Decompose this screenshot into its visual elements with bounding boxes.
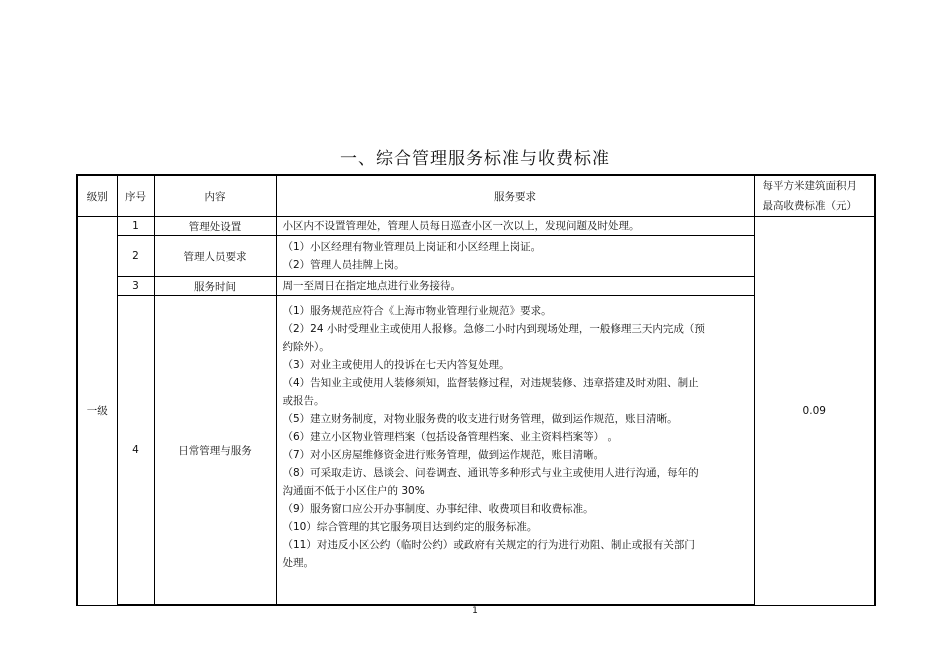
header-seq: 序号	[117, 175, 154, 217]
requirement-line: 沟通面不低于小区住户的 30%	[282, 485, 425, 497]
requirement-line: （4）告知业主或使用人装修须知，监督装修过程，对违规装修、违章搭建及时劝阻、制止	[282, 377, 699, 389]
row-seq: 4	[117, 296, 154, 606]
row-seq: 3	[117, 277, 154, 296]
row-requirements	[276, 236, 754, 277]
requirement-line: （6）建立小区物业管理档案（包括设备管理档案、业主资料档案等） 。	[282, 431, 619, 443]
row-seq: 2	[117, 236, 154, 277]
row-requirements	[276, 296, 754, 606]
requirement-line: （8）可采取走访、恳谈会、问卷调查、通讯等多种形式与业主或使用人进行沟通，每年的	[282, 467, 699, 479]
service-standard-table	[76, 174, 876, 606]
requirement-line: （11）对违反小区公约（临时公约）或政府有关规定的行为进行劝阻、制止或报有关部门	[282, 539, 695, 551]
page-number: 1	[472, 606, 478, 616]
header-fee-line1: 每平方米建筑面积月	[762, 180, 857, 192]
requirement-line: （10）综合管理的其它服务项目达到约定的服务标准。	[282, 521, 538, 533]
page-title: 一、综合管理服务标准与收费标准	[340, 149, 610, 169]
header-fee-line2: 最高收费标准（元）	[762, 200, 857, 212]
fee-cell: 0.09	[754, 217, 875, 606]
requirement-line: （2）管理人员挂牌上岗。	[282, 259, 405, 271]
row-requirements	[276, 217, 754, 236]
requirement-line: 周一至周日在指定地点进行业务接待。	[282, 280, 461, 292]
requirement-line: （7）对小区房屋维修资金进行账务管理，做到运作规范，账目清晰。	[282, 449, 605, 461]
header-content: 内容	[154, 175, 276, 217]
requirement-line: 约除外）。	[282, 341, 330, 353]
requirement-line: （2）24 小时受理业主或使用人报修。急修二小时内到现场处理，一般修理三天内完成（预	[282, 323, 705, 335]
row-content: 日常管理与服务	[154, 296, 276, 606]
level-cell: 一级	[77, 217, 117, 606]
requirement-line: （3）对业主或使用人的投诉在七天内答复处理。	[282, 359, 510, 371]
row-content: 管理人员要求	[154, 236, 276, 277]
requirement-line: 小区内不设置管理处，管理人员每日巡查小区一次以上，发现问题及时处理。	[282, 220, 640, 232]
requirement-line: （9）服务窗口应公开办事制度、办事纪律、收费项目和收费标准。	[282, 503, 594, 515]
header-fee	[754, 175, 875, 217]
row-content: 服务时间	[154, 277, 276, 296]
header-level: 级别	[77, 175, 117, 217]
row-content: 管理处设置	[154, 217, 276, 236]
table-header-row	[77, 175, 875, 217]
header-requirements: 服务要求	[276, 175, 754, 217]
requirement-line: （1）服务规范应符合《上海市物业管理行业规范》要求。	[282, 305, 552, 317]
row-seq: 1	[117, 217, 154, 236]
requirement-line: 处理。	[282, 557, 314, 569]
row-requirements	[276, 277, 754, 296]
table-row	[77, 217, 875, 236]
requirement-line: （1）小区经理有物业管理员上岗证和小区经理上岗证。	[282, 241, 542, 253]
requirement-line: （5）建立财务制度，对物业服务费的收支进行财务管理，做到运作规范，账目清晰。	[282, 413, 678, 425]
requirement-line: 或报告。	[282, 395, 325, 407]
